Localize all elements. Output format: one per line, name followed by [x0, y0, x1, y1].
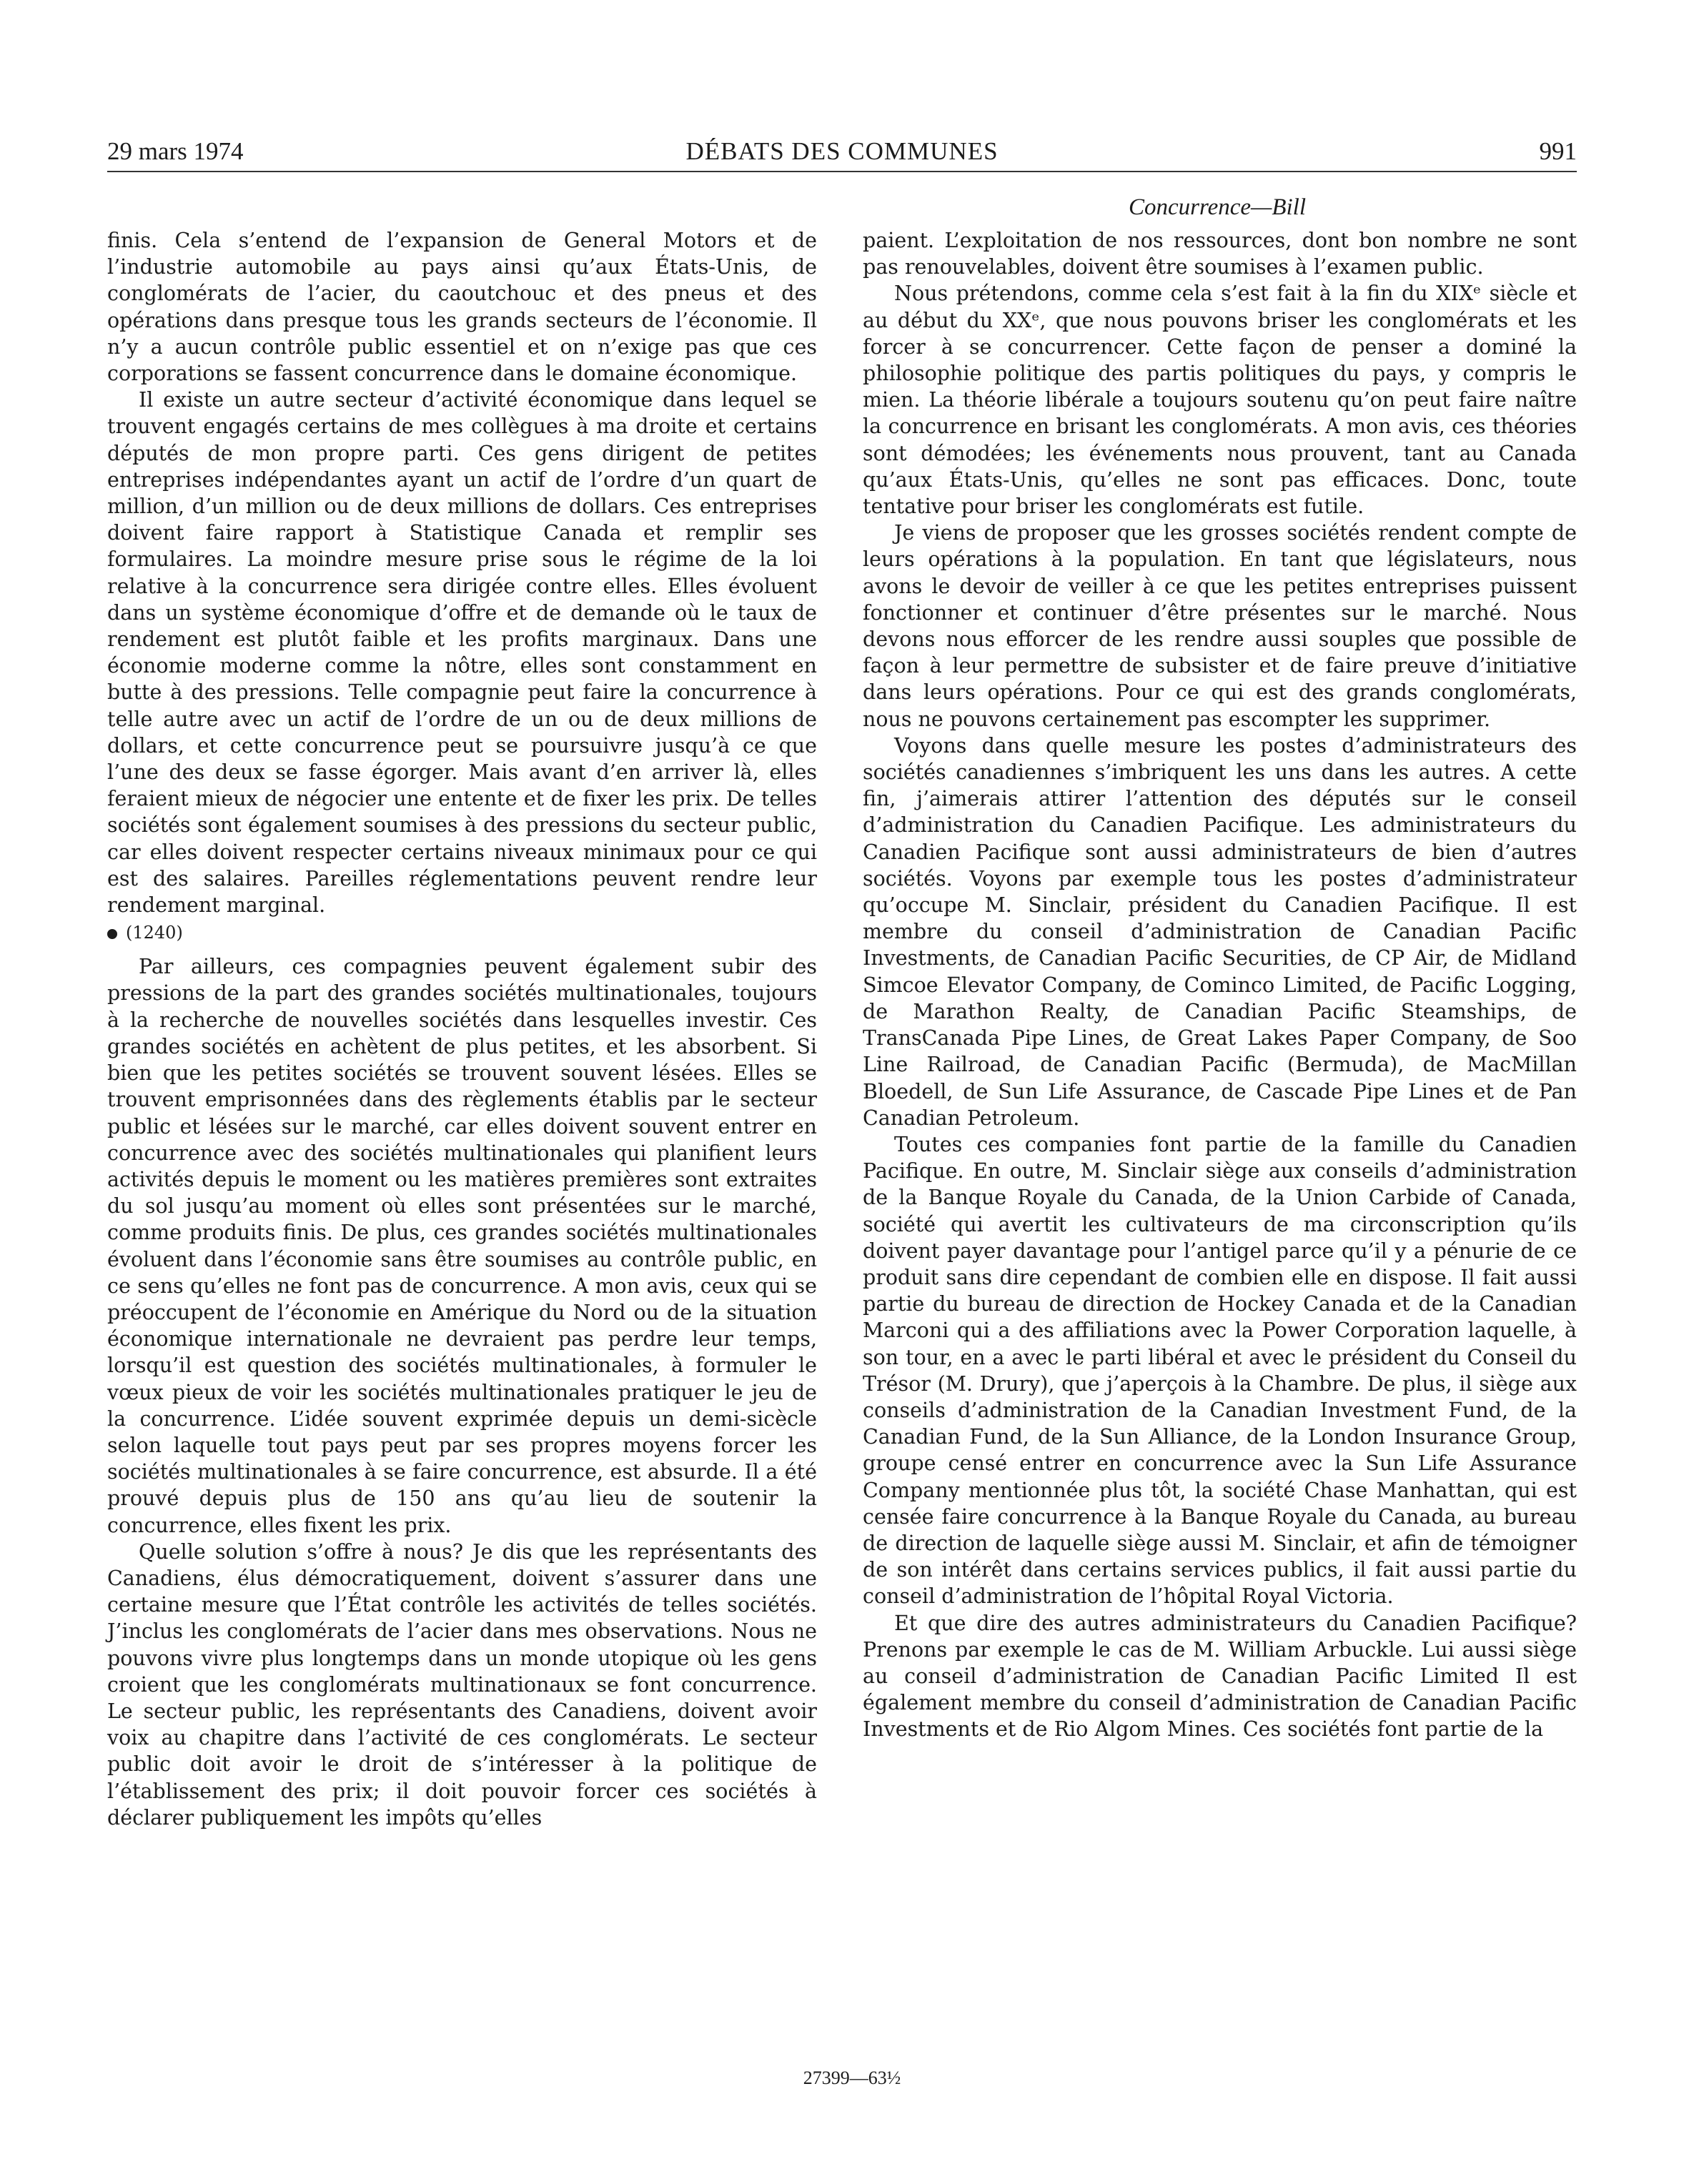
left-column — [107, 227, 817, 1831]
time-marker — [107, 922, 817, 943]
right-paragraph-3: Je viens de proposer que les grosses sociétés rendent compte de leurs opérations à la population. En tant que législateurs, nous avons le devoir de veiller à ce que les petites entreprises puissent fonctionner et continuer d’être présentes sur le marché. Nous devons nous efforcer de les rendre aussi souples que possible de façon à leur permettre de subsister et de faire preuve d’initiative dans leurs opérations. Pour ce qui est des grands conglomérats, nous ne pouvons certainement pas escompter les supprimer. — [863, 521, 1577, 731]
right-paragraph-1: paient. L’exploitation de nos ressources, dont bon nombre ne sont pas renouvelables, doivent être soumises à l’examen public. — [863, 229, 1577, 279]
bullet-icon — [107, 929, 117, 939]
right-paragraph-4: Voyons dans quelle mesure les postes d’administrateurs des sociétés canadiennes s’imbriquent les uns dans les autres. A cette fin, j’aimerais attirer l’attention des députés sur le conseil d’administration du Canadien Pacifique. Les administrateurs du Canadien Pacifique sont aussi administrateurs de bien d’autres sociétés. Voyons par exemple tous les postes d’administrateur qu’occupe M. Sinclair, président du Canadien Pacifique. Il est membre du conseil d’administration de Canadian Pacific Investments, de Canadian Pacific Securities, de CP Air, de Midland Simcoe Elevator Company, de Cominco Limited, de Pacific Logging, de Marathon Realty, de Canadian Pacific Steamships, de TransCanada Pipe Lines, de Great Lakes Paper Company, de Soo Line Railroad, de Canadian Pacific (Bermuda), de MacMillan Bloedell, de Sun Life Assurance, de Cascade Pipe Lines et de Pan Canadian Petroleum. — [863, 733, 1577, 1130]
right-paragraph-6: Et que dire des autres administrateurs du Canadien Pacifique? Prenons par exemple le cas de M. William Arbuckle. Lui aussi siège au conseil d’administration de Canadian Pacific Limited Il est également membre du conseil d’administration de Canadian Pacific Investments et de Rio Algom Mines. Ces sociétés font partie de la — [863, 1611, 1577, 1742]
left-paragraph-4: Quelle solution s’offre à nous? Je dis que les représentants des Canadiens, élus démocratiquement, doivent s’assurer dans une certaine mesure que l’État contrôle les activités de telles sociétés. J’inclus les conglomérats de l’acier dans mes observations. Nous ne pouvons vivre plus longtemps dans un monde utopique où les gens croient que les conglomérats multinationaux se font concurrence. Le secteur public, les représentants des Canadiens, doivent avoir voix au chapitre dans l’activité de ces conglomérats. Le secteur public doit avoir le droit de s’intéresser à la politique de l’établissement des prix; il doit pouvoir forcer ces sociétés à déclarer publiquement les impôts qu’elles — [107, 1539, 817, 1830]
header-title: DÉBATS DES COMMUNES — [685, 137, 999, 165]
right-paragraph-2: Nous prétendons, comme cela s’est fait à la fin du XIXᵉ siècle et au début du XXᵉ, que nous pouvons briser les conglomérats et les forcer à se concurrencer. Cette façon de penser a dominé la philosophie politique des partis politiques du pays, y compris le mien. La théorie libérale a toujours soutenu qu’on peut faire naître la concurrence en brisant les conglomérats. A mon avis, ces théories sont démodées; les événements nous prouvent, tant au Canada qu’aux États-Unis, qu’elles ne sont pas efficaces. Donc, toute tentative pour briser les conglomérats est futile. — [863, 282, 1577, 519]
running-head: Concurrence—Bill — [1128, 194, 1307, 220]
page-number: 991 — [1539, 137, 1577, 165]
header-date: 29 mars 1974 — [107, 137, 244, 165]
right-paragraph-5: Toutes ces companies font partie de la famille du Canadien Pacifique. En outre, M. Sinclair siège aux conseils d’administration de la Banque Royale du Canada, de la Union Carbide of Canada, société qui avertit les cultivateurs de ma circonscription qu’ils doivent payer davantage pour l’antigel parce qu’il y a pénurie de ce produit sans dire cependant de combien elle en dispose. Il fait aussi partie du bureau de direction de Hockey Canada et de la Canadian Marconi qui a des affiliations avec la Power Corporation laquelle, à son tour, en a avec le parti libéral et avec le président du Conseil du Trésor (M. Drury), que j’aperçois à la Chambre. De plus, il siège aux conseils d’administration de la Canadian Investment Fund, de la Canadian Fund, de la Sun Alliance, de la London Insurance Group, groupe censé entrer en concurrence avec la Sun Life Assurance Company mentionnée plus tôt, la société Chase Manhattan, qui est censée faire concurrence à la Banque Royale du Canada, au bureau de direction de laquelle siège aussi M. Sinclair, et afin de témoigner de son intérêt dans certains services publics, il fait aussi partie du conseil d’administration de l’hôpital Royal Victoria. — [863, 1132, 1577, 1609]
time-marker-text: (1240) — [126, 923, 183, 943]
left-paragraph-3: Par ailleurs, ces compagnies peuvent également subir des pressions de la part des grandes sociétés multinationales, toujours à la recherche de nouvelles sociétés dans lesquelles investir. Ces grandes sociétés en achètent de plus petites, et les absorbent. Si bien que les petites sociétés se trouvent souvent lésées. Elles se trouvent emprisonnées dans des règlements établis par le secteur public et lésées sur le marché, car elles doivent souvent entrer en concurrence avec des sociétés multinationales qui planifient leurs activités depuis le moment ou les matières premières sont extraites du sol jusqu’au moment où elles sont présentées sur le marché, comme produits finis. De plus, ces grandes sociétés multinationales évoluent dans l’économie sans être soumises au contrôle public, en ce sens qu’elles ne font pas de concurrence. A mon avis, ceux qui se préoccupent de l’économie en Amérique du Nord ou de la situation économique internationale ne devraient pas perdre leur temps, lorsqu’il est question des sociétés multinationales, à formuler le vœux pieux de voir les sociétés multinationales pratiquer le jeu de la concurrence. L’idée souvent exprimée depuis un demi-sicècle selon laquelle tout pays peut par ses propres moyens forcer les sociétés multinationales à se faire concurrence, est absurde. Il a été prouvé depuis plus de 150 ans qu’au lieu de soutenir la concurrence, elles fixent les prix. — [107, 955, 817, 1537]
page-header — [107, 137, 1577, 172]
header-rule — [107, 171, 1577, 172]
page-footer: 27399—63½ — [803, 2068, 901, 2088]
left-paragraph-1: finis. Cela s’entend de l’expansion de General Motors et de l’industrie automobile au pays ainsi qu’aux États-Unis, de conglomérats de l’acier, du caoutchouc et des pneus et des opérations dans presque tous les grands secteurs de l’économie. Il n’y a aucun contrôle public essentiel et on n’exige pas que ces corporations se fassent concurrence dans le domaine économique. — [107, 229, 817, 386]
left-paragraph-2: Il existe un autre secteur d’activité économique dans lequel se trouvent engagés certains de mes collègues à ma droite et certains députés de mon propre parti. Ces gens dirigent de petites entreprises indépendantes ayant un actif de l’ordre d’un quart de million, d’un million ou de deux millions de dollars. Ces entreprises doivent faire rapport à Statistique Canada et remplir ses formulaires. La moindre mesure prise sous le régime de la loi relative à la concurrence sera dirigée contre elles. Elles évoluent dans un système économique d’offre et de demande où le taux de rendement est plutôt faible et les profits marginaux. Dans une économie moderne comme la nôtre, elles sont constamment en butte à des pressions. Telle compagnie peut faire la concurrence à telle autre avec un actif de l’ordre de un ou de deux millions de dollars, et cette concurrence peut se poursuivre jusqu’à ce que l’une des deux se fasse égorger. Mais avant d’en arriver là, elles feraient mieux de négocier une entente et de fixer les prix. De telles sociétés sont également soumises à des pressions du secteur public, car elles doivent respecter certains niveaux minimaux pour ce qui est des salaires. Pareilles réglementations peuvent rendre leur rendement marginal. — [107, 388, 817, 918]
right-column — [863, 227, 1577, 1743]
